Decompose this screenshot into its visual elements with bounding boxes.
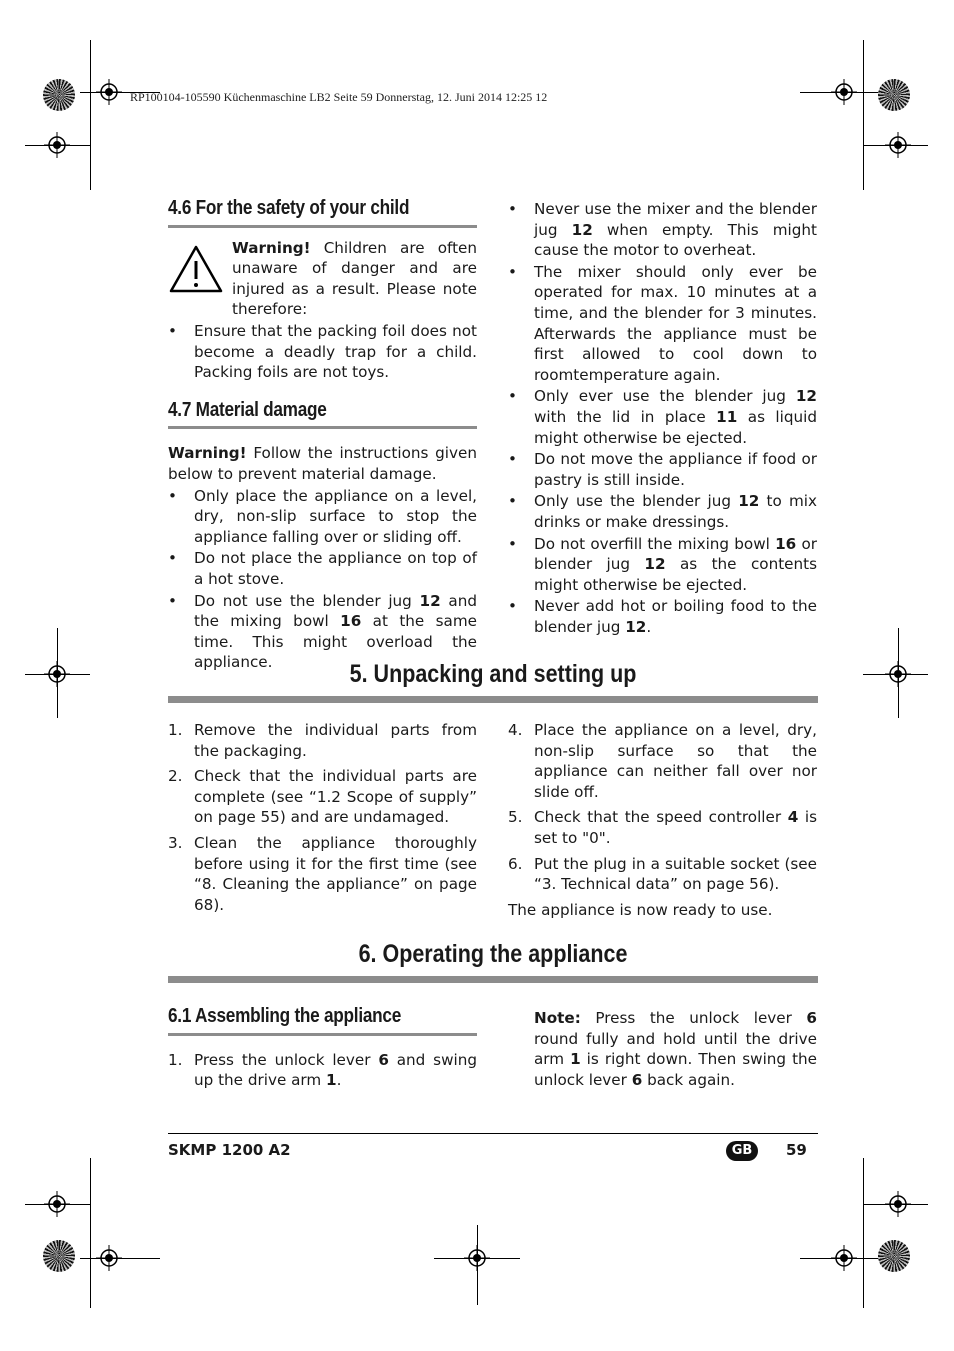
warning-label: Warning!	[168, 444, 247, 463]
list-item: • Only ever use the blender jug 12 with the lid in place 11 as liquid might otherwise be ejected.	[508, 387, 817, 447]
footer-rule	[168, 1133, 818, 1134]
crop-mark	[90, 1158, 91, 1308]
list-item: • The mixer should only ever be operated for max. 10 minutes at a time, and the blender for 3 minutes. Afterwards the appliance must be first allowed to cool down to roomtemperature again.	[508, 262, 817, 384]
language-badge: GB	[726, 1141, 758, 1161]
warning-paragraph	[232, 238, 477, 320]
list-item: • Do not overfill the mixing bowl 16 or blender jug 12 as the contents might otherwise be ejected.	[508, 534, 817, 594]
list-item: 1. Remove the individual parts from the packaging.	[168, 721, 477, 760]
section-rule	[168, 426, 477, 429]
registration-target-icon	[831, 79, 857, 105]
section-heading-6-1: 6.1 Assembling the appliance	[168, 1005, 402, 1027]
crop-mark	[90, 40, 91, 190]
unpacking-steps-left	[168, 720, 477, 916]
page-number: 59	[786, 1141, 807, 1159]
chapter-rule	[168, 976, 818, 983]
bullet-list	[168, 321, 477, 383]
crop-mark	[863, 1158, 864, 1308]
list-item: 1. Press the unlock lever 6 and swing up the drive arm 1.	[168, 1050, 477, 1090]
list-item: • Only place the appliance on a level, dry, non-slip surface to stop the appliance falling over or sliding off.	[168, 486, 477, 546]
registration-target-icon	[831, 1245, 857, 1271]
numbered-list	[168, 720, 477, 915]
chapter-heading-5: 5. Unpacking and setting up	[349, 660, 637, 688]
footer-model: SKMP 1200 A2	[168, 1141, 291, 1159]
bullet-list	[508, 199, 817, 637]
color-bar-star-icon	[43, 1240, 75, 1272]
section-rule	[168, 1033, 477, 1036]
note-label: Note:	[534, 1009, 581, 1027]
list-item: • Do not place the appliance on top of a hot stove.	[168, 549, 477, 588]
bullet-list	[168, 486, 477, 673]
bullet-text: Ensure that the packing foil does not become a deadly trap for a child. Packing foils are not toys.	[194, 321, 477, 382]
list-item: 6. Put the plug in a suitable socket (see “3. Technical data” on page 56).	[508, 854, 817, 894]
list-item: • Never use the mixer and the blender jug 12 when empty. This might cause the motor to overheat.	[508, 200, 817, 260]
section-heading-4-6: 4.6 For the safety of your child	[168, 197, 410, 219]
list-item: • Do not move the appliance if food or pastry is still inside.	[508, 450, 817, 489]
registration-target-icon	[96, 79, 122, 105]
numbered-list	[168, 1050, 477, 1091]
crop-mark	[863, 40, 864, 190]
list-item: • Ensure that the packing foil does not become a deadly trap for a child. Packing foils are not toys.	[168, 321, 477, 382]
registration-target-icon	[885, 1191, 911, 1217]
list-item: • Never add hot or boiling food to the blender jug 12.	[508, 597, 817, 636]
note-paragraph: Note: Press the unlock lever 6 round fully and hold until the drive arm 1 is right down. Then swing the unlock lever 6 back again.	[534, 1009, 817, 1089]
warning-paragraph	[168, 443, 477, 484]
registration-target-icon	[44, 1191, 70, 1217]
ready-text: The appliance is now ready to use.	[508, 900, 773, 919]
warning-triangle-icon	[168, 244, 224, 294]
section-rule	[168, 225, 477, 228]
warning-block	[168, 238, 477, 320]
color-bar-star-icon	[43, 79, 75, 111]
left-column	[168, 198, 477, 674]
registration-target-icon	[885, 661, 911, 687]
chapter-heading-6: 6. Operating the appliance	[358, 940, 628, 968]
section-heading-4-7: 4.7 Material damage	[168, 398, 327, 421]
warning-label: Warning!	[232, 238, 311, 257]
registration-target-icon	[44, 661, 70, 687]
warning-text: Children are often unaware of danger and are injured as a result. Please note therefore:	[232, 238, 477, 319]
list-item: • Only use the blender jug 12 to mix drinks or make dressings.	[508, 492, 817, 531]
right-column	[508, 199, 817, 638]
registration-target-icon	[96, 1245, 122, 1271]
list-item: 4. Place the appliance on a level, dry, non-slip surface so that the appliance can neither fall over nor slide off.	[508, 721, 817, 801]
list-item: • Do not use the blender jug 12 and the mixing bowl 16 at the same time. This might overload the appliance.	[168, 591, 478, 672]
list-item: 2. Check that the individual parts are complete (see “1.2 Scope of supply” on page 55) and are undamaged.	[168, 767, 477, 827]
assembling-left	[168, 1006, 477, 1092]
chapter-rule	[168, 696, 818, 703]
unpacking-steps-right	[508, 720, 817, 920]
print-info-line: RP100104-105590 Küchenmaschine LB2 Seite 59 Donnerstag, 12. Juni 2014 12:25 12	[130, 90, 548, 104]
numbered-list	[508, 720, 817, 895]
assembling-note	[534, 1008, 817, 1090]
registration-target-icon	[885, 132, 911, 158]
color-bar-star-icon	[878, 79, 910, 111]
registration-target-icon	[44, 132, 70, 158]
color-bar-star-icon	[878, 1240, 910, 1272]
registration-target-icon	[464, 1245, 490, 1271]
list-item: 5. Check that the speed controller 4 is set to "0".	[508, 808, 817, 847]
list-item: 3. Clean the appliance thoroughly before using it for the first time (see “8. Cleaning the appliance” on page 68).	[168, 833, 477, 914]
warning-text: Follow the instructions given below to prevent material damage.	[168, 444, 477, 483]
